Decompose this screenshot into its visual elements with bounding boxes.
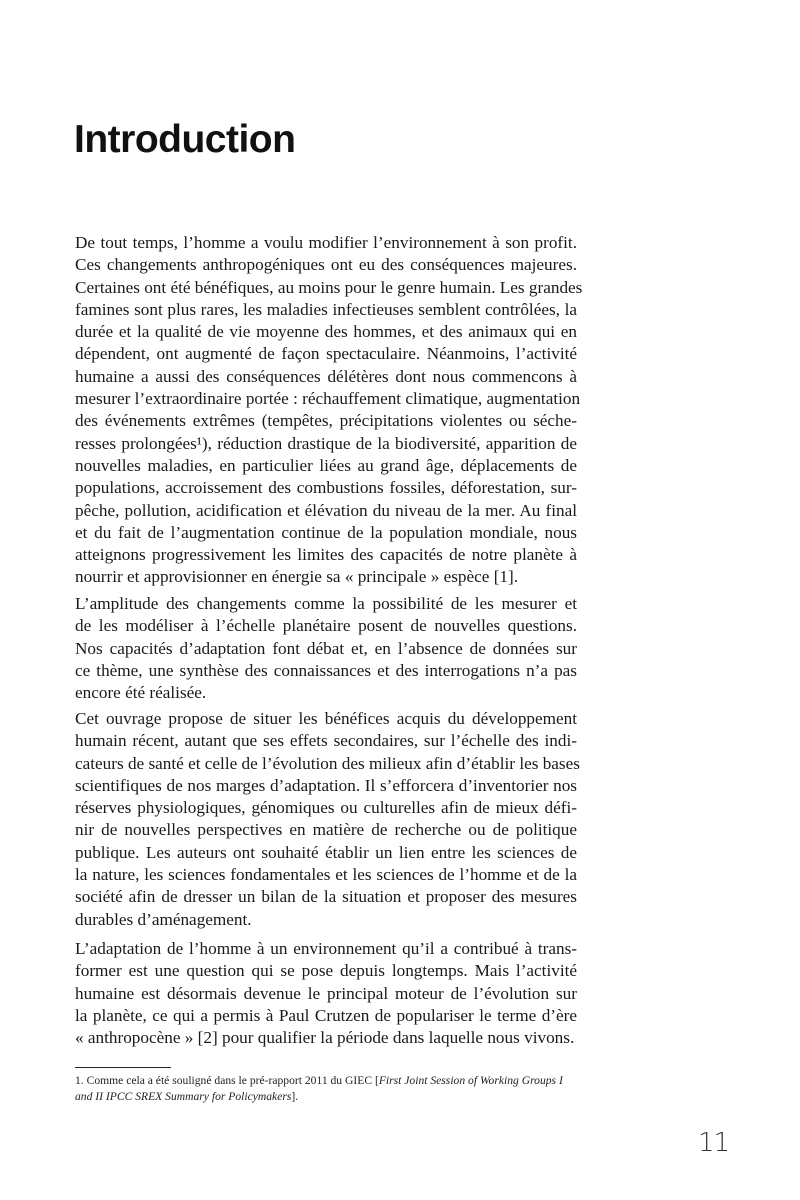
text-line: et du fait de l’augmentation continue de la population mondiale, nous — [75, 522, 577, 542]
text-line: L’amplitude des changements comme la possibilité de les mesurer et — [75, 594, 577, 613]
paragraph-4 — [75, 938, 577, 1049]
text-line: famines sont plus rares, les maladies infectieuses semblent contrôlées, la — [75, 299, 577, 319]
text-line: populations, accroissement des combustions fossiles, déforestation, sur- — [75, 478, 577, 498]
text-line: société afin de dresser un bilan de la situation et proposer des mesures — [75, 887, 577, 907]
page-title: Introduction — [74, 118, 296, 161]
text-line: pêche, pollution, acidification et élévation du niveau de la mer. Au final — [75, 500, 577, 520]
text-line: resses prolongées¹), réduction drastique de la biodiversité, apparition de — [75, 433, 577, 453]
text-line: nourrir et approvisionner en énergie sa « principale » espèce [1]. — [75, 567, 519, 587]
text-line: humaine est désormais devenue le principal moteur de l’évolution sur — [75, 983, 577, 1003]
paragraph-2 — [75, 593, 577, 704]
footnote-divider — [75, 1067, 171, 1068]
text-line: mesurer l’extraordinaire portée : réchauffement climatique, augmentation — [75, 389, 581, 409]
text-line: nir de nouvelles perspectives en matière de recherche ou de politique — [75, 820, 577, 840]
text-line: des événements extrêmes (tempêtes, précipitations violentes ou séche- — [75, 411, 577, 431]
text-line: nouvelles maladies, en particulier liées au grand âge, déplacements de — [75, 455, 577, 475]
text-line: Ces changements anthropogéniques ont eu des conséquences majeures. — [75, 255, 577, 275]
footnote-citation: First Joint Session of Working Groups I and II IPCC SREX Summary for Policymakers — [75, 1074, 563, 1103]
text-line: Cet ouvrage propose de situer les bénéfices acquis du développement — [75, 709, 577, 728]
text-line: ce thème, une synthèse des connaissances et des interrogations n’a pas — [75, 660, 577, 680]
text-line: dépendent, ont augmenté de façon spectaculaire. Néanmoins, l’activité — [75, 344, 577, 364]
footnote-end: ]. — [291, 1090, 299, 1103]
text-line: Certaines ont été bénéfiques, au moins pour le genre humain. Les grandes — [75, 277, 583, 297]
text-line: De tout temps, l’homme a voulu modifier l’environnement à son profit. — [75, 233, 577, 252]
text-line: durables d’aménagement. — [75, 909, 252, 929]
paragraph-1 — [75, 232, 583, 589]
text-line: humaine a aussi des conséquences délétères dont nous commencons à — [75, 366, 577, 386]
text-line: humain récent, autant que ses effets secondaires, sur l’échelle des indi- — [75, 731, 577, 751]
text-line: L’adaptation de l’homme à un environnement qu’il a contribué à trans- — [75, 939, 577, 958]
text-line: encore été réalisée. — [75, 683, 207, 703]
paragraph-3 — [75, 708, 580, 931]
footnote-text: 1. Comme cela a été souligné dans le pré-rapport 2011 du GIEC [ — [75, 1074, 379, 1087]
text-line: cateurs de santé et celle de l’évolution des milieux afin d’établir les bases — [75, 753, 580, 773]
text-line: la planète, ce qui a permis à Paul Crutzen de populariser le terme d’ère — [75, 1005, 577, 1025]
page-number: 11 — [698, 1128, 730, 1158]
text-line: former est une question qui se pose depuis longtemps. Mais l’activité — [75, 961, 577, 981]
text-line: réserves physiologiques, génomiques ou culturelles afin de mieux défi- — [75, 798, 577, 818]
text-line: de les modéliser à l’échelle planétaire posent de nouvelles questions. — [75, 616, 577, 636]
text-line: Nos capacités d’adaptation font débat et, en l’absence de données sur — [75, 638, 577, 658]
text-line: durée et la qualité de vie moyenne des hommes, et des animaux qui en — [75, 322, 577, 342]
footnote — [75, 1073, 577, 1105]
text-line: la nature, les sciences fondamentales et les sciences de l’homme et de la — [75, 865, 577, 885]
text-line: atteignons progressivement les limites des capacités de notre planète à — [75, 545, 577, 565]
text-line: « anthropocène » [2] pour qualifier la période dans laquelle nous vivons. — [75, 1028, 575, 1048]
text-line: scientifiques de nos marges d’adaptation. Il s’efforcera d’inventorier nos — [75, 775, 577, 795]
text-line: publique. Les auteurs ont souhaité établir un lien entre les sciences de — [75, 842, 577, 862]
